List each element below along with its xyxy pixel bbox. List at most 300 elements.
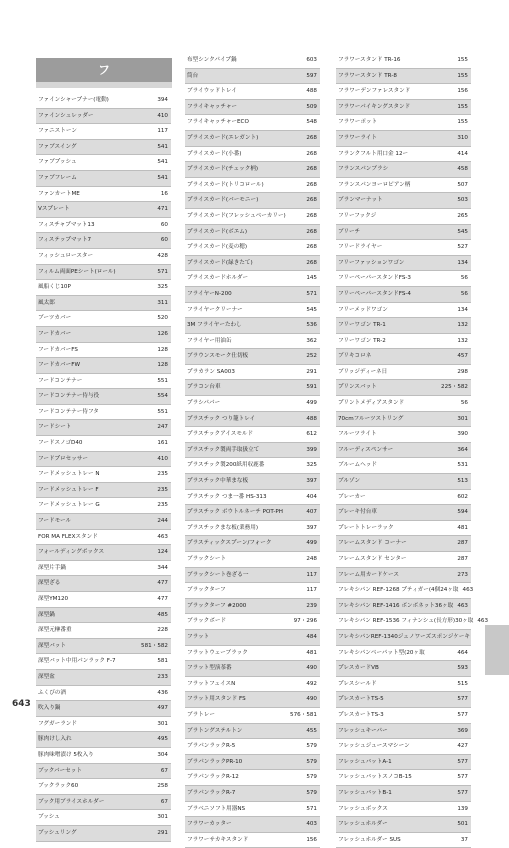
index-entry (36, 343, 171, 359)
entry-name: フラワーサカキスタンド (187, 836, 249, 843)
entry-page: 488 (306, 415, 317, 422)
index-entry (185, 724, 320, 740)
entry-name: フレッシュホルダー SUS (338, 836, 401, 843)
entry-name: フードコンテナー侍与役 (38, 393, 100, 400)
index-entry (36, 623, 171, 639)
entry-page: 301 (157, 814, 168, 821)
entry-name: フラワーパイキングスタンド (338, 103, 411, 110)
index-column-2 (185, 53, 320, 848)
entry-page: 503 (457, 197, 468, 204)
entry-name: フィルム両面PEシート(ロール) (38, 268, 116, 275)
index-entry (185, 349, 320, 365)
index-entry (185, 552, 320, 568)
entry-page: 268 (306, 259, 317, 266)
entry-name: フードモール (38, 518, 72, 525)
entry-name: フルーディスペンサー (338, 446, 394, 453)
entry-page: 571 (306, 290, 317, 297)
index-entry (185, 614, 320, 630)
index-entry (185, 630, 320, 646)
index-entry (185, 505, 320, 521)
index-entry (36, 109, 171, 125)
index-entry (36, 608, 171, 624)
index-entry (36, 592, 171, 608)
index-entry (36, 155, 171, 171)
entry-name: プラスチック ボウトルネーチ POT-PH (187, 509, 283, 516)
index-entry (336, 178, 471, 194)
entry-page: 579 (306, 789, 317, 796)
index-entry (185, 53, 320, 69)
index-entry (36, 327, 171, 343)
index-entry (336, 661, 471, 677)
entry-name: ブラパンラックR-5 (187, 743, 236, 750)
entry-name: プラスチック製両手取扱立て (187, 446, 260, 453)
entry-page: 531 (457, 462, 468, 469)
entry-name: プラスチックまな板(業務用) (187, 524, 259, 531)
index-entry (185, 427, 320, 443)
entry-name: プラスチックアイスモルド (187, 431, 254, 438)
index-entry (36, 124, 171, 140)
entry-page: 155 (457, 57, 468, 63)
entry-page: 155 (457, 103, 468, 110)
entry-page: 488 (306, 88, 317, 95)
entry-name: フレッシュバットスノコB-15 (338, 774, 412, 781)
index-entry (185, 256, 320, 272)
index-entry (36, 654, 171, 670)
entry-name: 筒台 (187, 72, 199, 79)
entry-page: 268 (306, 197, 317, 204)
entry-page: 464 (457, 649, 468, 656)
entry-name: フィッシュロースター (38, 252, 94, 259)
entry-page: 485 (157, 611, 168, 618)
entry-name: フラワーライト (338, 134, 377, 141)
index-entry (336, 209, 471, 225)
entry-name: フライヤークリーナー (187, 306, 243, 313)
index-column-1 (36, 93, 171, 842)
entry-page: 428 (157, 252, 168, 259)
index-entry (336, 770, 471, 786)
entry-name: フレッシュバットB-1 (338, 789, 392, 796)
entry-page: 481 (457, 524, 468, 531)
entry-name: プライスカードホルダー (187, 275, 249, 282)
entry-name: フードメッシュトレー F (38, 486, 99, 493)
index-entry (336, 256, 471, 272)
index-entry (336, 614, 489, 630)
entry-page: 515 (457, 680, 468, 687)
entry-name: プレスカートTS-3 (338, 711, 384, 718)
index-entry (36, 140, 171, 156)
index-entry (336, 599, 471, 615)
entry-name: ブラックシート巻ざる一 (187, 571, 249, 578)
entry-page: 247 (157, 424, 168, 431)
entry-page: 499 (306, 540, 317, 547)
entry-name: プレスシールド (338, 680, 377, 687)
index-entry (185, 802, 320, 818)
entry-name: 豚肉味噌漬け 5枚入り (38, 751, 94, 758)
index-entry (185, 396, 320, 412)
entry-page: 325 (157, 284, 168, 291)
entry-name: ブランマーナット (338, 197, 383, 204)
entry-name: 深型片手鍋 (38, 564, 66, 571)
entry-page: 287 (457, 540, 468, 547)
index-entry (336, 225, 471, 241)
entry-name: ブッシュ (38, 814, 60, 821)
entry-page: 477 (157, 596, 168, 602)
entry-page: 244 (157, 518, 168, 525)
index-entry (336, 349, 471, 365)
entry-page: 235 (157, 471, 168, 478)
entry-page: 497 (157, 705, 168, 712)
entry-page: 492 (306, 680, 317, 687)
entry-name: ファブスイング (38, 143, 77, 150)
entry-name: プライスカード(バーモニー) (187, 197, 259, 204)
entry-name: フレッシュホルダー (338, 821, 388, 828)
entry-page: 603 (306, 57, 317, 63)
index-entry (36, 826, 171, 842)
index-entry (336, 365, 471, 381)
entry-name: ブラベニソフト用器NS (187, 805, 246, 812)
entry-page: 117 (306, 587, 317, 594)
entry-name: ふくびの酒 (38, 689, 66, 696)
entry-page: 268 (306, 181, 317, 188)
entry-name: プラシパパー (187, 400, 221, 407)
entry-page: 397 (306, 524, 317, 531)
entry-page: 490 (306, 696, 317, 703)
index-entry (185, 178, 320, 194)
entry-name: フレキシパンベーパット型(20ヶ取 (338, 649, 425, 656)
index-entry (36, 358, 171, 374)
entry-name: フレームスタンド コーナー (338, 540, 407, 547)
index-entry (36, 561, 171, 577)
index-entry (36, 701, 171, 717)
entry-page: 463 (457, 602, 468, 609)
index-entry (336, 271, 471, 287)
entry-name: 深型バット (38, 642, 66, 649)
entry-page: 56 (460, 400, 468, 407)
entry-name: プライスカード(小番) (187, 150, 242, 157)
entry-page: 301 (457, 415, 468, 422)
entry-name: フランスパンヨーロピアン柄 (338, 181, 411, 188)
entry-page: 252 (306, 353, 317, 360)
entry-page: 311 (157, 299, 168, 306)
entry-page: 97・296 (293, 618, 317, 625)
index-entry (185, 162, 320, 178)
entry-name: プレートトレーラック (338, 524, 394, 531)
entry-name: フレッシュボックス (338, 805, 388, 812)
entry-name: ブラトングステルトン (187, 727, 243, 734)
entry-page: 577 (457, 696, 468, 703)
entry-name: フルーツライト (338, 431, 377, 438)
entry-name: フリーフックジ (338, 212, 377, 219)
entry-name: プライスカード(トリコロール) (187, 181, 264, 188)
entry-page: 225・582 (441, 384, 468, 391)
entry-name: フレームスタンド センター (338, 556, 407, 562)
index-entry (36, 795, 171, 811)
entry-page: 577 (457, 789, 468, 796)
entry-name: FOR MA FLEXスタンド (38, 533, 98, 540)
entry-name: ブレーカー (338, 493, 366, 500)
index-entry (185, 443, 320, 459)
index-entry (185, 318, 320, 334)
entry-page: 597 (306, 72, 317, 79)
entry-page: 268 (306, 134, 317, 141)
entry-name: フレッシュバットA-1 (338, 758, 392, 765)
entry-page: 463 (477, 618, 489, 625)
entry-page: 481 (306, 649, 317, 656)
entry-page: 364 (457, 446, 468, 453)
entry-name: フードコンテナー侍フタ (38, 408, 99, 415)
entry-page: 128 (157, 346, 168, 353)
entry-name: 70cmフルーツストリング (338, 415, 404, 422)
index-entry (36, 389, 171, 405)
entry-name: ブラトレー (187, 711, 215, 718)
entry-page: 67 (160, 767, 168, 774)
index-entry (36, 514, 171, 530)
entry-name: フレキシパン REF-1268 プティガー(4個24ヶ取 (338, 587, 459, 594)
entry-page: 501 (457, 821, 468, 828)
entry-page (470, 630, 474, 645)
entry-page: 541 (157, 174, 168, 181)
entry-name: フォールディングボックス (38, 549, 105, 556)
entry-name: フラット (187, 633, 210, 640)
entry-page: 579 (306, 774, 317, 781)
index-entry (185, 583, 320, 599)
entry-name: プライスカード(フレッシュベーカリー) (187, 212, 286, 219)
index-entry (185, 458, 320, 474)
entry-page: 156 (306, 836, 317, 843)
entry-name: プラカラン SA003 (187, 368, 235, 375)
entry-page: 577 (457, 711, 468, 718)
index-entry (185, 474, 320, 490)
entry-page: 134 (457, 306, 468, 313)
index-entry (36, 420, 171, 436)
entry-page: 156 (457, 88, 468, 95)
entry-page: 509 (306, 103, 317, 110)
entry-name: ブラパンラックR-7 (187, 789, 236, 796)
entry-page: 581・582 (141, 642, 168, 649)
entry-page: 436 (157, 689, 168, 696)
entry-name: ファブプッシュ (38, 159, 77, 166)
index-entry (185, 646, 320, 662)
index-entry (336, 833, 471, 848)
entry-page: 397 (306, 478, 317, 485)
index-entry (36, 187, 171, 203)
entry-name: フレッシュキーパー (338, 727, 388, 734)
index-entry (36, 686, 171, 702)
entry-name: ブルゾン (338, 478, 361, 485)
index-entry (185, 147, 320, 163)
entry-name: ファインシャープナー(電動) (38, 97, 109, 103)
entry-name: ブラックターフ (187, 587, 226, 594)
index-entry (336, 318, 471, 334)
entry-name: プリントメディアスタンド (338, 400, 405, 407)
index-entry (336, 334, 471, 350)
entry-name: フリーメッドワゴン (338, 306, 388, 313)
entry-page: 513 (457, 478, 468, 485)
entry-page: 507 (457, 181, 468, 188)
entry-page: 128 (157, 362, 168, 369)
entry-page: 265 (457, 212, 468, 219)
entry-name: ブリキコロネ (338, 353, 372, 360)
entry-page: 16 (160, 190, 168, 197)
index-entry (185, 287, 320, 303)
entry-page: 273 (457, 571, 468, 578)
index-entry (36, 405, 171, 421)
index-entry (36, 717, 171, 733)
entry-name: 深型鍋 (38, 611, 55, 618)
entry-name: ブラックターフ #2000 (187, 602, 247, 609)
entry-name: ブラックボード (187, 618, 227, 625)
entry-page: 455 (306, 727, 317, 734)
index-entry (336, 84, 471, 100)
entry-name: プラスチック中華まな板 (187, 478, 249, 485)
entry-page: 67 (160, 798, 168, 805)
index-entry (336, 380, 471, 396)
entry-page: 298 (457, 368, 468, 375)
index-entry (336, 162, 471, 178)
entry-name: フランスパンブラシ (338, 166, 389, 173)
page-number: 643 (12, 699, 31, 709)
entry-page: 499 (306, 400, 317, 407)
entry-page: 268 (306, 166, 317, 173)
index-entry (36, 467, 171, 483)
entry-page: 410 (157, 455, 168, 462)
entry-name: プレスカートTS-5 (338, 696, 384, 703)
entry-page: 291 (157, 829, 168, 836)
entry-name: 深型ざる (38, 580, 61, 587)
index-entry (36, 311, 171, 327)
entry-page: 37 (460, 836, 468, 843)
entry-name: フードスノゴD40 (38, 440, 83, 447)
entry-name: プライスカード(チェック柄) (187, 166, 259, 173)
index-entry (336, 630, 471, 646)
entry-name: 風太郎 (38, 299, 55, 306)
entry-page: 56 (460, 290, 468, 297)
index-entry (36, 498, 171, 514)
entry-name: 深型YM120 (38, 596, 69, 602)
entry-page: 268 (306, 228, 317, 235)
index-entry (336, 193, 471, 209)
index-entry (185, 786, 320, 802)
entry-name: プライスカード(ボエム) (187, 228, 248, 235)
entry-name: フラット型演茶番 (187, 665, 232, 672)
entry-page: 145 (306, 275, 317, 282)
entry-page: 410 (157, 112, 168, 119)
entry-name: Vスプレート (38, 206, 70, 213)
entry-name: フラワーデンファレスタンド (338, 88, 411, 95)
index-entry (185, 661, 320, 677)
entry-name: フレキシパン REF-1536 フィナンシェ(長方形)30ヶ取 (338, 618, 474, 625)
entry-name: フラワーポット (338, 119, 378, 126)
index-entry (336, 396, 471, 412)
entry-page: 594 (457, 509, 468, 516)
entry-page: 228 (157, 627, 168, 634)
entry-page: 248 (306, 556, 317, 562)
entry-page: 484 (306, 633, 317, 640)
index-entry (185, 115, 320, 131)
index-entry (36, 452, 171, 468)
entry-name: フライヤー用油缶 (187, 337, 232, 344)
index-entry (336, 708, 471, 724)
index-entry (36, 764, 171, 780)
entry-page: 495 (157, 736, 168, 743)
index-entry (36, 218, 171, 234)
entry-page: 554 (157, 393, 168, 400)
entry-name: プラスチック つり籠トレイ (187, 415, 256, 422)
index-entry (336, 490, 471, 506)
entry-page: 310 (457, 134, 468, 141)
index-entry (336, 552, 471, 568)
index-entry (185, 334, 320, 350)
entry-page: 404 (306, 493, 317, 500)
index-entry (336, 583, 474, 599)
entry-page: 477 (157, 580, 168, 587)
entry-page: 132 (457, 322, 468, 329)
entry-name: フレキシパンREF-1340ジェノワーズスポンジケーキ (338, 633, 470, 640)
entry-page: 287 (457, 556, 468, 562)
entry-name: 深型バット中用パンラック F-7 (38, 658, 116, 665)
entry-page: 551 (157, 377, 168, 384)
entry-name: フランクフルト用口金 12ー (338, 150, 409, 157)
entry-name: フードカバー (38, 330, 72, 337)
entry-page: 268 (306, 212, 317, 219)
entry-page: 427 (457, 743, 468, 750)
index-entry (185, 240, 320, 256)
entry-page: 458 (457, 166, 468, 173)
entry-page: 581 (157, 658, 168, 665)
index-entry (36, 639, 171, 655)
entry-name: フリーファッションワゴン (338, 259, 405, 266)
entry-page: 126 (157, 330, 168, 337)
entry-page: 548 (306, 119, 317, 126)
index-entry (36, 265, 171, 281)
index-entry (336, 287, 471, 303)
entry-name: フラワースタンド TR-8 (338, 72, 397, 79)
index-entry (36, 280, 171, 296)
index-entry (36, 748, 171, 764)
entry-page: 362 (306, 337, 317, 344)
index-entry (185, 225, 320, 241)
entry-page: 407 (306, 509, 317, 516)
index-entry (185, 755, 320, 771)
entry-name: フレッシュジュースマシーン (338, 743, 410, 750)
index-entry (185, 490, 320, 506)
entry-page: 235 (157, 486, 168, 493)
section-header-underbar (36, 82, 172, 88)
entry-page: 541 (157, 143, 168, 150)
entry-name: フラワーカッター (187, 821, 232, 828)
index-entry (185, 365, 320, 381)
entry-name: フライキャッチャー (187, 103, 238, 110)
index-entry (185, 131, 320, 147)
entry-page: 490 (306, 665, 317, 672)
entry-page: 591 (306, 384, 317, 391)
index-entry (36, 483, 171, 499)
entry-page: 520 (157, 315, 168, 322)
index-column-3 (336, 53, 489, 848)
index-entry (336, 536, 471, 552)
entry-page: 325 (306, 462, 317, 469)
entry-page: 268 (306, 244, 317, 251)
entry-page: 394 (157, 97, 168, 103)
entry-page: 399 (306, 446, 317, 453)
entry-name: 豚肉けし入れ (38, 736, 72, 743)
index-entry (336, 817, 471, 833)
entry-name: ブレーキ付台車 (338, 509, 377, 516)
entry-name: プラスチック つま一番 HS-313 (187, 493, 267, 500)
index-entry (36, 374, 171, 390)
index-entry (336, 646, 471, 662)
entry-page: 268 (306, 150, 317, 157)
